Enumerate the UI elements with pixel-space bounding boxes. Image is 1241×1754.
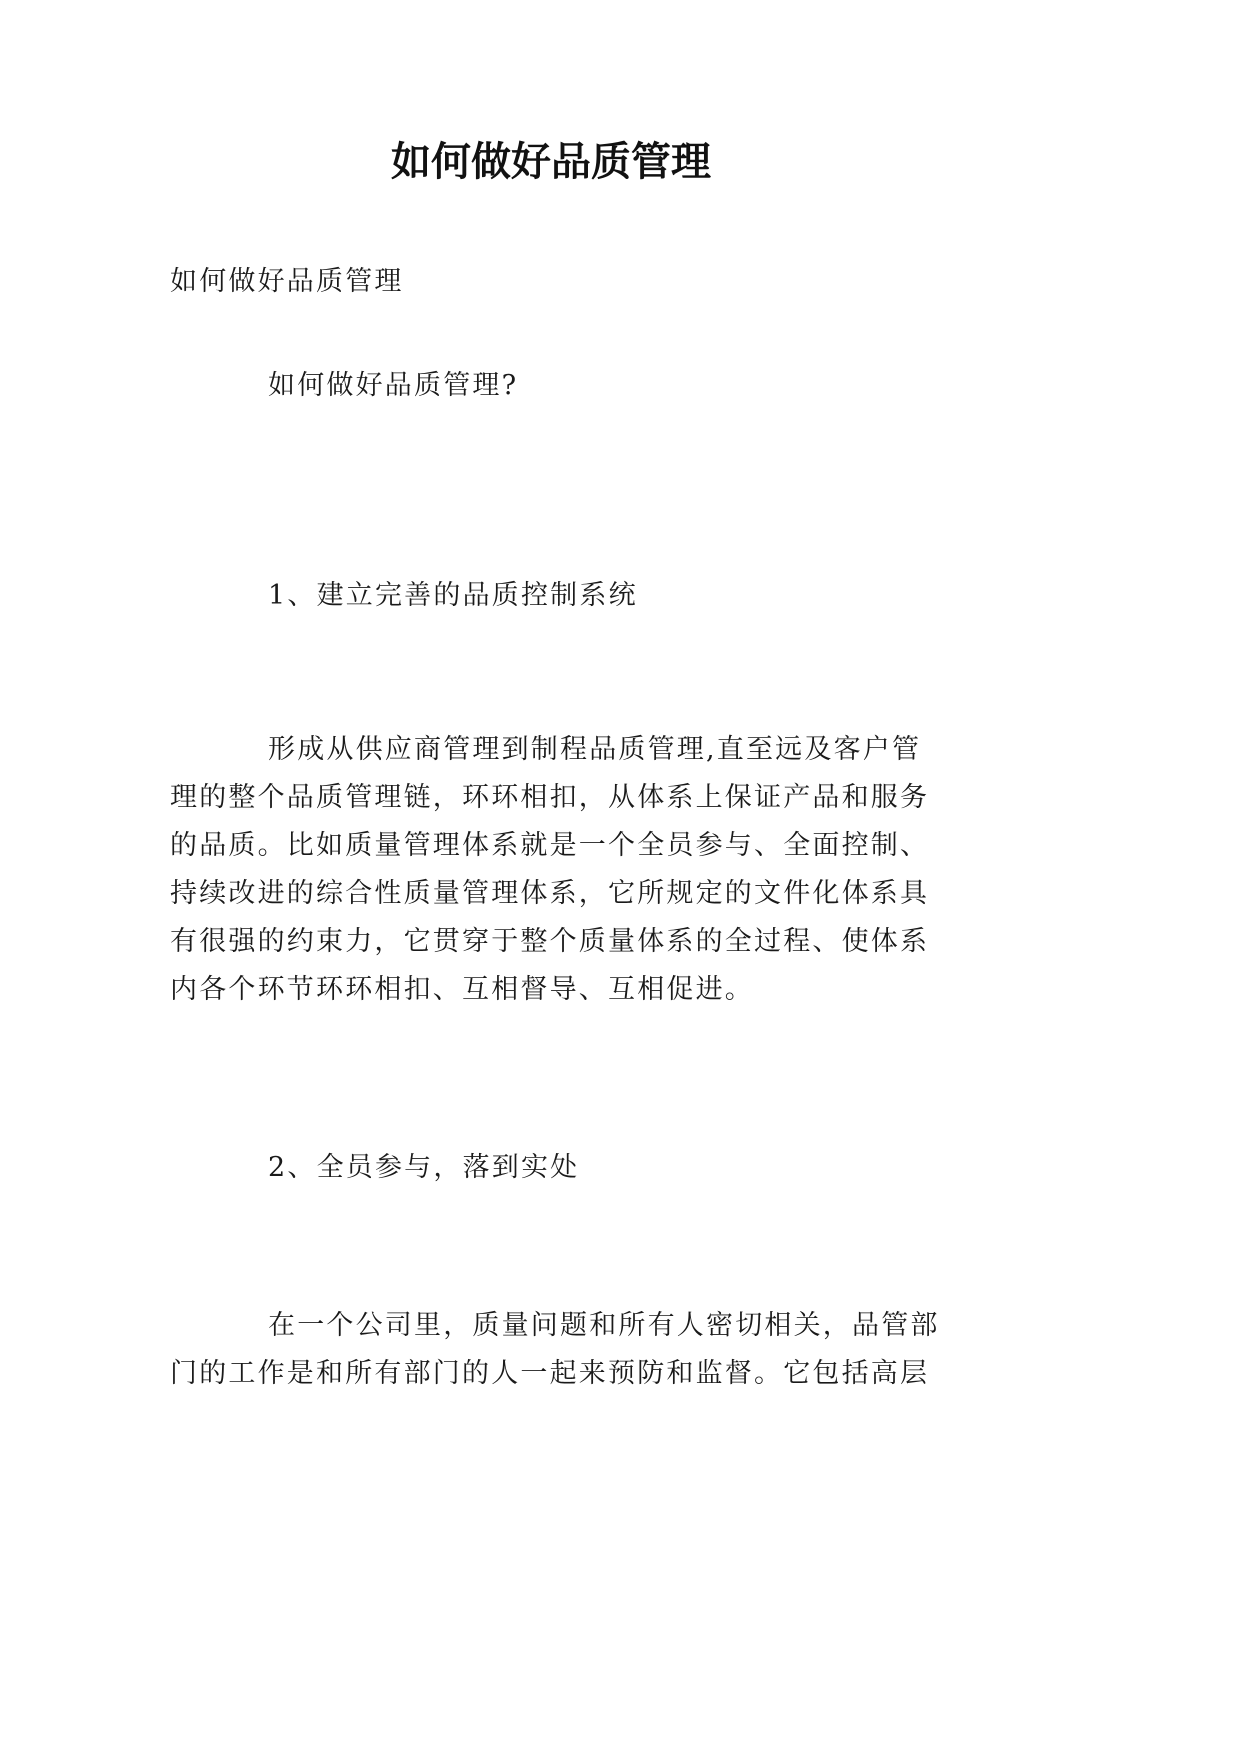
paragraph-line: 理的整个品质管理链，环环相扣，从体系上保证产品和服务 xyxy=(170,782,930,813)
paragraph-line: 在一个公司里，质量问题和所有人密切相关，品管部 xyxy=(268,1310,940,1341)
document-subtitle: 如何做好品质管理 xyxy=(170,266,404,297)
paragraph-line: 的品质。比如质量管理体系就是一个全员参与、全面控制、 xyxy=(170,830,930,861)
paragraph-line: 形成从供应商管理到制程品质管理,直至远及客户管 xyxy=(268,734,922,765)
intro-question: 如何做好品质管理? xyxy=(268,370,519,401)
paragraph-line: 有很强的约束力，它贯穿于整个质量体系的全过程、使体系 xyxy=(170,926,930,957)
section-2-paragraph xyxy=(170,1302,960,1398)
document-title: 如何做好品质管理 xyxy=(391,138,711,185)
paragraph-line: 内各个环节环环相扣、互相督导、互相促进。 xyxy=(170,974,754,1005)
paragraph-line: 门的工作是和所有部门的人一起来预防和监督。它包括高层 xyxy=(170,1358,930,1389)
paragraph-line: 持续改进的综合性质量管理体系，它所规定的文件化体系具 xyxy=(170,878,930,909)
section-2-heading: 2、全员参与，落到实处 xyxy=(268,1152,580,1183)
section-1-paragraph xyxy=(170,726,960,1014)
section-1-heading: 1、建立完善的品质控制系统 xyxy=(268,580,638,611)
